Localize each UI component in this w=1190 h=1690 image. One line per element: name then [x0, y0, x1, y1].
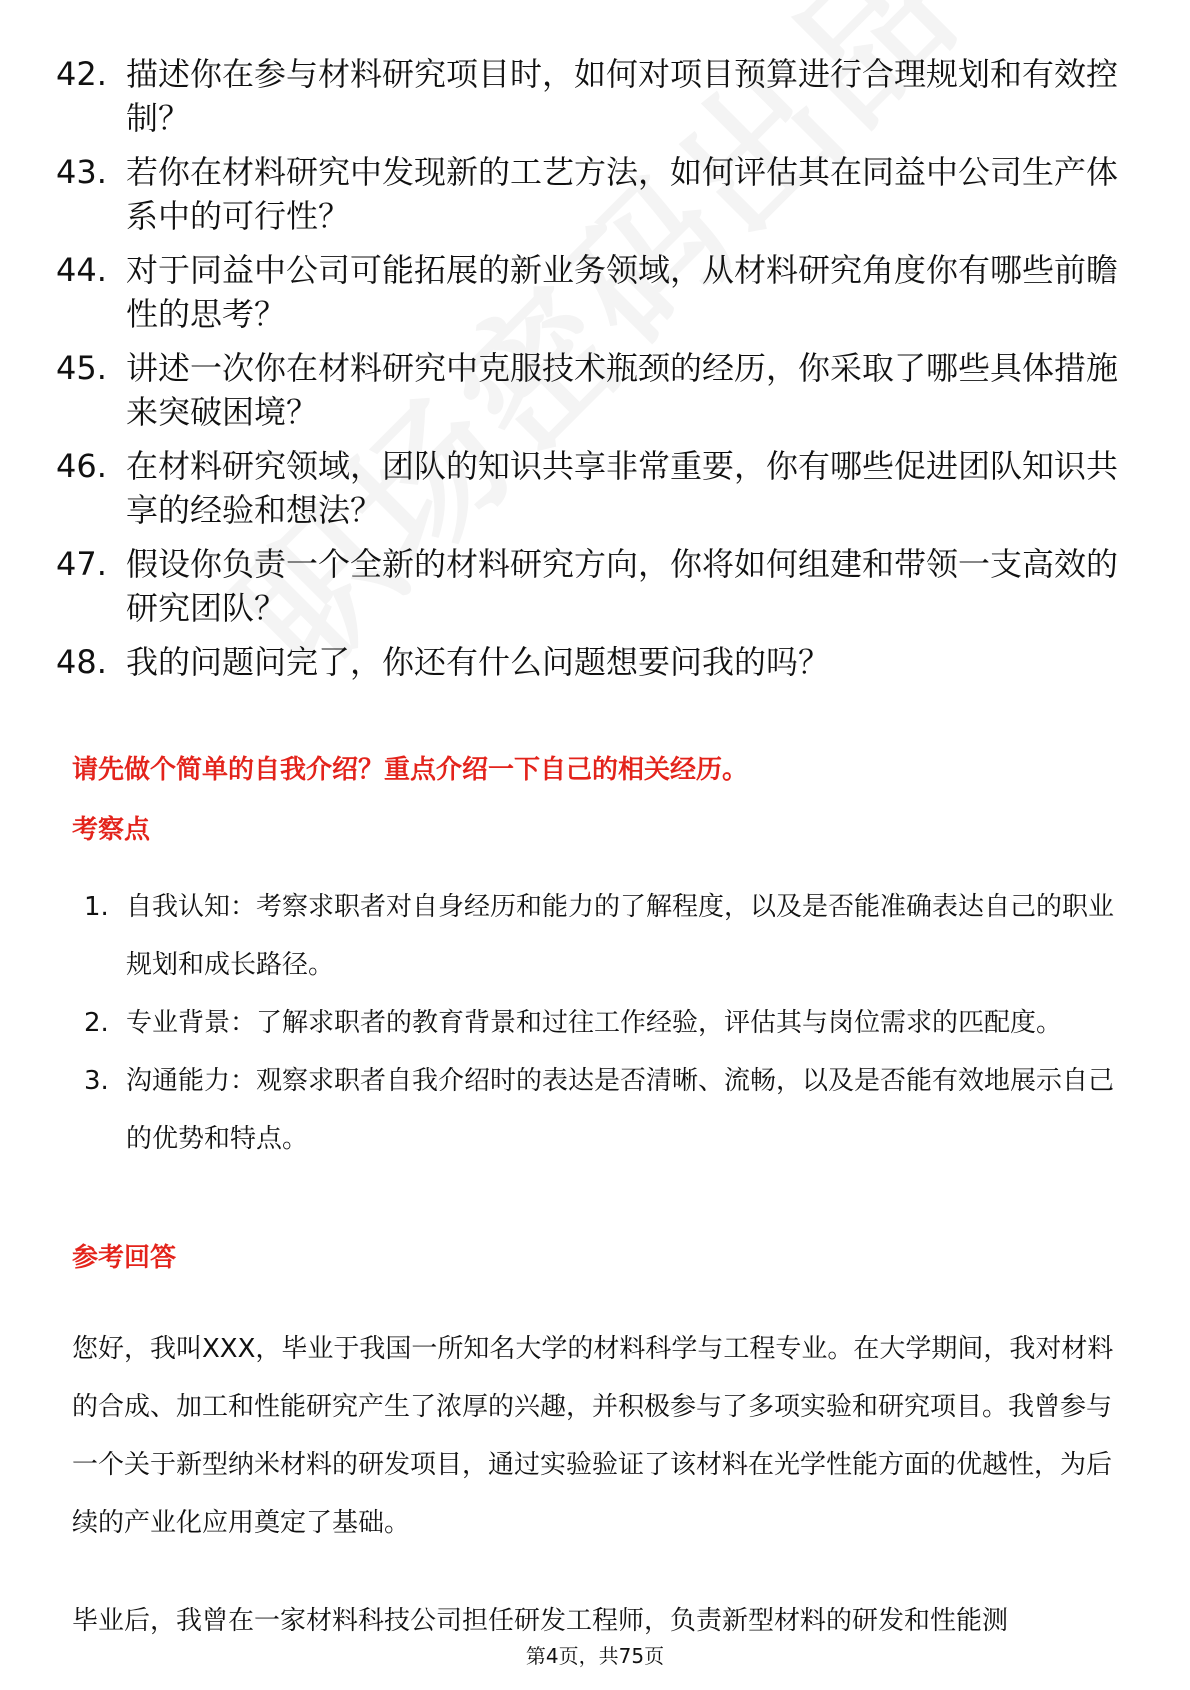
item-number: 43. [56, 153, 107, 191]
item-text: 在材料研究领域，团队的知识共享非常重要，你有哪些促进团队知识共享的经验和想法？ [126, 447, 1119, 529]
item-text: 讲述一次你在材料研究中克服技术瓶颈的经历，你采取了哪些具体措施来突破困境？ [126, 349, 1119, 431]
item-number: 1. [84, 892, 109, 922]
item-number: 3. [84, 1066, 109, 1096]
list-item [84, 878, 1124, 994]
list-item [56, 52, 1136, 140]
list-item [56, 640, 1136, 684]
item-text: 专业背景：了解求职者的教育背景和过往工作经验，评估其与岗位需求的匹配度。 [126, 1008, 1063, 1038]
item-text: 我的问题问完了，你还有什么问题想要问我的吗？ [126, 643, 831, 681]
list-item [84, 1052, 1124, 1168]
item-text: 对于同益中公司可能拓展的新业务领域，从材料研究角度你有哪些前瞻性的思考？ [126, 251, 1119, 333]
question-list [56, 52, 1136, 694]
section-heading-points: 考察点 [72, 815, 151, 845]
item-text: 自我认知：考察求职者对自身经历和能力的了解程度，以及是否能准确表达自己的职业规划和成长路径。 [126, 892, 1115, 980]
item-number: 2. [84, 1008, 109, 1038]
item-text: 沟通能力：观察求职者自我介绍时的表达是否清晰、流畅，以及是否能有效地展示自己的优势和特点。 [126, 1066, 1115, 1154]
list-item [84, 994, 1124, 1052]
item-text: 描述你在参与材料研究项目时，如何对项目预算进行合理规划和有效控制？ [126, 55, 1119, 137]
item-number: 42. [56, 55, 107, 93]
item-number: 48. [56, 643, 107, 681]
answer-body [72, 1320, 1122, 1690]
item-text: 假设你负责一个全新的材料研究方向，你将如何组建和带领一支高效的研究团队？ [126, 545, 1119, 627]
item-number: 44. [56, 251, 107, 289]
paragraph: 您好，我叫XXX，毕业于我国一所知名大学的材料科学与工程专业。在大学期间，我对材料的合成、加工和性能研究产生了浓厚的兴趣，并积极参与了多项实验和研究项目。我曾参与一个关于新型纳米材料的研发项目，通过实验验证了该材料在光学性能方面的优越性，为后续的产业化应用奠定了基础。 [72, 1334, 1114, 1538]
question-heading: 请先做个简单的自我介绍？重点介绍一下自己的相关经历。 [72, 755, 749, 785]
item-number: 47. [56, 545, 107, 583]
list-item [56, 444, 1136, 532]
list-item [56, 150, 1136, 238]
paragraph: 毕业后，我曾在一家材料科技公司担任研发工程师，负责新型材料的研发和性能测 [72, 1606, 1009, 1636]
list-item [56, 346, 1136, 434]
item-number: 46. [56, 447, 107, 485]
points-list [84, 878, 1124, 1168]
page-footer: 第4页，共75页 [525, 1644, 665, 1668]
list-item [56, 248, 1136, 336]
list-item [56, 542, 1136, 630]
section-heading-answer: 参考回答 [72, 1243, 177, 1273]
item-number: 45. [56, 349, 107, 387]
item-text: 若你在材料研究中发现新的工艺方法，如何评估其在同益中公司生产体系中的可行性？ [126, 153, 1119, 235]
